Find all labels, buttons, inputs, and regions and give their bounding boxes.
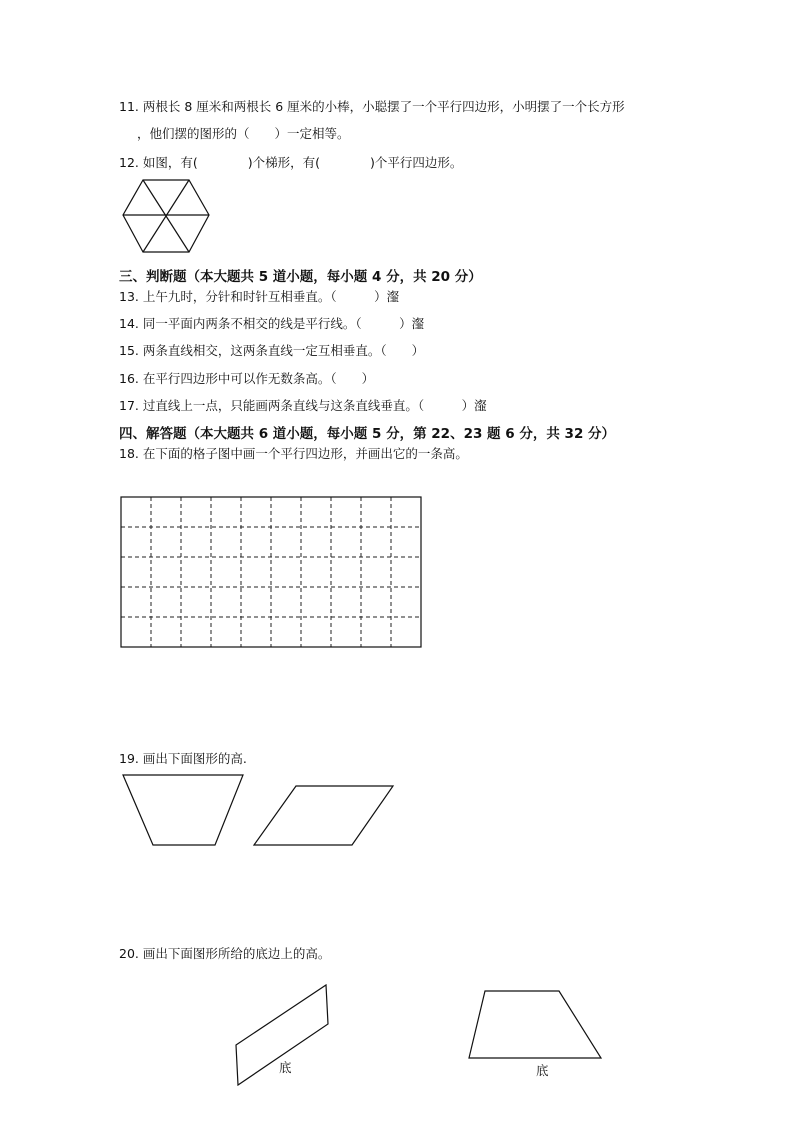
q11-line2: ，他们摆的图形的（ ）一定相等。	[137, 126, 350, 141]
section3-heading: 三、判断题（本大题共 5 道小题，每小题 4 分，共 20 分）	[119, 269, 482, 285]
q13-text: 13. 上午九时，分针和时针互相垂直。（ ）瀣	[119, 289, 400, 304]
q17-text: 17. 过直线上一点，只能画两条直线与这条直线垂直。（ ）瀣	[119, 398, 487, 413]
q19-parallelogram	[254, 786, 393, 845]
hexagon-figure	[123, 180, 209, 252]
section4-heading: 四、解答题（本大题共 6 道小题，每小题 5 分，第 22、23 题 6 分，共 32 分）	[119, 426, 616, 442]
q18-grid	[121, 497, 421, 647]
q14-text: 14. 同一平面内两条不相交的线是平行线。（ ）瀣	[119, 316, 425, 331]
q20-text: 20. 画出下面图形所给的底边上的高。	[119, 946, 331, 961]
q16-text: 16. 在平行四边形中可以作无数条高。（ ）	[119, 371, 375, 386]
q18-text: 18. 在下面的格子图中画一个平行四边形，并画出它的一条高。	[119, 446, 468, 461]
q19-text: 19. 画出下面图形的高.	[119, 751, 247, 766]
q20-base-label-1: 底	[279, 1060, 292, 1075]
q20-trapezoid	[469, 991, 601, 1058]
q12-text: 12. 如图，有( )个梯形，有( )个平行四边形。	[119, 155, 463, 170]
q11-line1: 11. 两根长 8 厘米和两根长 6 厘米的小棒，小聪摆了一个平行四边形，小明摆了一个长方形	[119, 99, 625, 114]
q19-trapezoid	[123, 775, 243, 845]
q15-text: 15. 两条直线相交，这两条直线一定互相垂直。（ ）	[119, 343, 425, 358]
q20-base-label-2: 底	[536, 1063, 549, 1078]
